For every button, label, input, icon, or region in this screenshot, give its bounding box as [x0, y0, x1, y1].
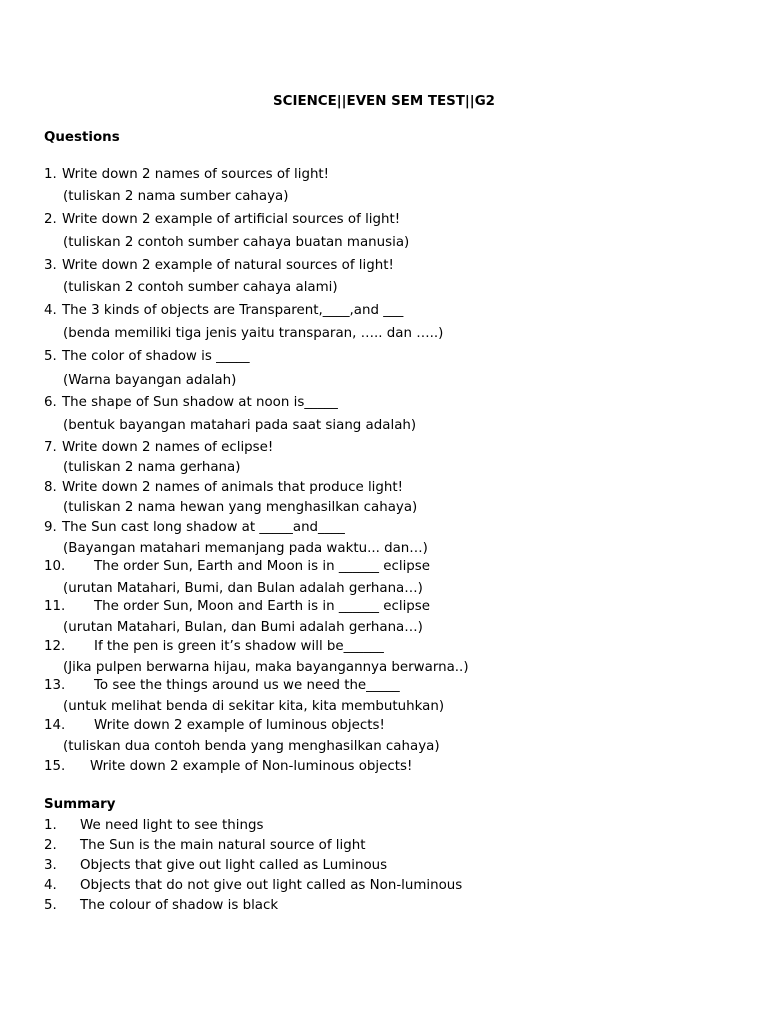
question-number: 4. — [44, 303, 57, 318]
question-text: Write down 2 example of artificial sources of light! — [62, 212, 401, 227]
question-text: Write down 2 example of luminous objects! — [94, 718, 385, 733]
summary-text: Objects that give out light called as Luminous — [80, 858, 388, 873]
question-number: 12. — [44, 639, 66, 654]
question-translation: (urutan Matahari, Bumi, dan Bulan adalah gerhana…) — [63, 581, 423, 596]
question-item — [44, 479, 403, 497]
question-item — [44, 717, 385, 735]
question-number: 10. — [44, 559, 66, 574]
summary-number: 1. — [44, 818, 57, 833]
question-item — [44, 394, 338, 412]
question-translation: (Bayangan matahari memanjang pada waktu... dan…) — [63, 541, 428, 556]
summary-item — [44, 897, 278, 915]
question-number: 9. — [44, 520, 57, 535]
question-translation: (Warna bayangan adalah) — [63, 373, 237, 388]
question-translation: (untuk melihat benda di sekitar kita, kita membutuhkan) — [63, 699, 445, 714]
summary-heading: Summary — [44, 797, 116, 812]
question-translation: (urutan Matahari, Bulan, dan Bumi adalah gerhana…) — [63, 620, 423, 635]
question-item — [44, 758, 412, 776]
question-translation: (benda memiliki tiga jenis yaitu transparan, ….. dan …..) — [63, 326, 444, 341]
question-number: 13. — [44, 678, 66, 693]
summary-item — [44, 837, 365, 855]
summary-text: The colour of shadow is black — [80, 898, 279, 913]
question-number: 7. — [44, 440, 57, 455]
summary-number: 5. — [44, 898, 57, 913]
question-item — [44, 558, 430, 576]
question-translation: (tuliskan 2 nama sumber cahaya) — [63, 189, 289, 204]
question-text: If the pen is green it’s shadow will be______ — [94, 639, 384, 654]
question-item — [44, 257, 394, 275]
question-item — [44, 638, 384, 656]
question-text: Write down 2 example of Non-luminous objects! — [90, 759, 413, 774]
question-number: 6. — [44, 395, 57, 410]
question-text: To see the things around us we need the_____ — [94, 678, 400, 693]
question-number: 11. — [44, 599, 66, 614]
question-number: 3. — [44, 258, 57, 273]
question-translation: (tuliskan 2 contoh sumber cahaya alami) — [63, 280, 338, 295]
questions-heading: Questions — [44, 130, 120, 145]
summary-text: The Sun is the main natural source of light — [80, 838, 366, 853]
question-translation: (tuliskan 2 nama gerhana) — [63, 460, 241, 475]
question-number: 5. — [44, 349, 57, 364]
question-number: 15. — [44, 759, 66, 774]
question-number: 8. — [44, 480, 57, 495]
question-item — [44, 677, 400, 695]
question-text: The 3 kinds of objects are Transparent,____,and ___ — [62, 303, 404, 318]
question-text: The order Sun, Moon and Earth is in ______ eclipse — [94, 599, 431, 614]
question-translation: (tuliskan 2 contoh sumber cahaya buatan manusia) — [63, 235, 410, 250]
summary-item — [44, 877, 462, 895]
question-number: 1. — [44, 167, 57, 182]
question-translation: (tuliskan dua contoh benda yang menghasilkan cahaya) — [63, 739, 440, 754]
question-translation: (Jika pulpen berwarna hijau, maka bayangannya berwarna..) — [63, 660, 469, 675]
question-text: The Sun cast long shadow at _____and____ — [62, 520, 345, 535]
summary-number: 3. — [44, 858, 57, 873]
question-item — [44, 598, 430, 616]
question-item — [44, 211, 400, 229]
question-item — [44, 348, 250, 366]
document-title: SCIENCE||EVEN SEM TEST||G2 — [272, 94, 496, 109]
question-text: Write down 2 names of animals that produce light! — [62, 480, 404, 495]
question-text: Write down 2 names of eclipse! — [62, 440, 274, 455]
question-text: The color of shadow is _____ — [62, 349, 250, 364]
question-text: Write down 2 names of sources of light! — [62, 167, 330, 182]
question-text: The order Sun, Earth and Moon is in ______ eclipse — [94, 559, 431, 574]
question-item — [44, 166, 329, 184]
question-text: Write down 2 example of natural sources of light! — [62, 258, 394, 273]
question-item — [44, 302, 403, 320]
question-translation: (bentuk bayangan matahari pada saat siang adalah) — [63, 418, 417, 433]
summary-text: We need light to see things — [80, 818, 264, 833]
summary-text: Objects that do not give out light called as Non-luminous — [80, 878, 463, 893]
question-item — [44, 439, 273, 457]
question-number: 14. — [44, 718, 66, 733]
summary-item — [44, 817, 263, 835]
question-number: 2. — [44, 212, 57, 227]
question-translation: (tuliskan 2 nama hewan yang menghasilkan cahaya) — [63, 500, 418, 515]
summary-number: 4. — [44, 878, 57, 893]
question-text: The shape of Sun shadow at noon is_____ — [62, 395, 338, 410]
summary-item — [44, 857, 387, 875]
summary-number: 2. — [44, 838, 57, 853]
question-item — [44, 519, 345, 537]
